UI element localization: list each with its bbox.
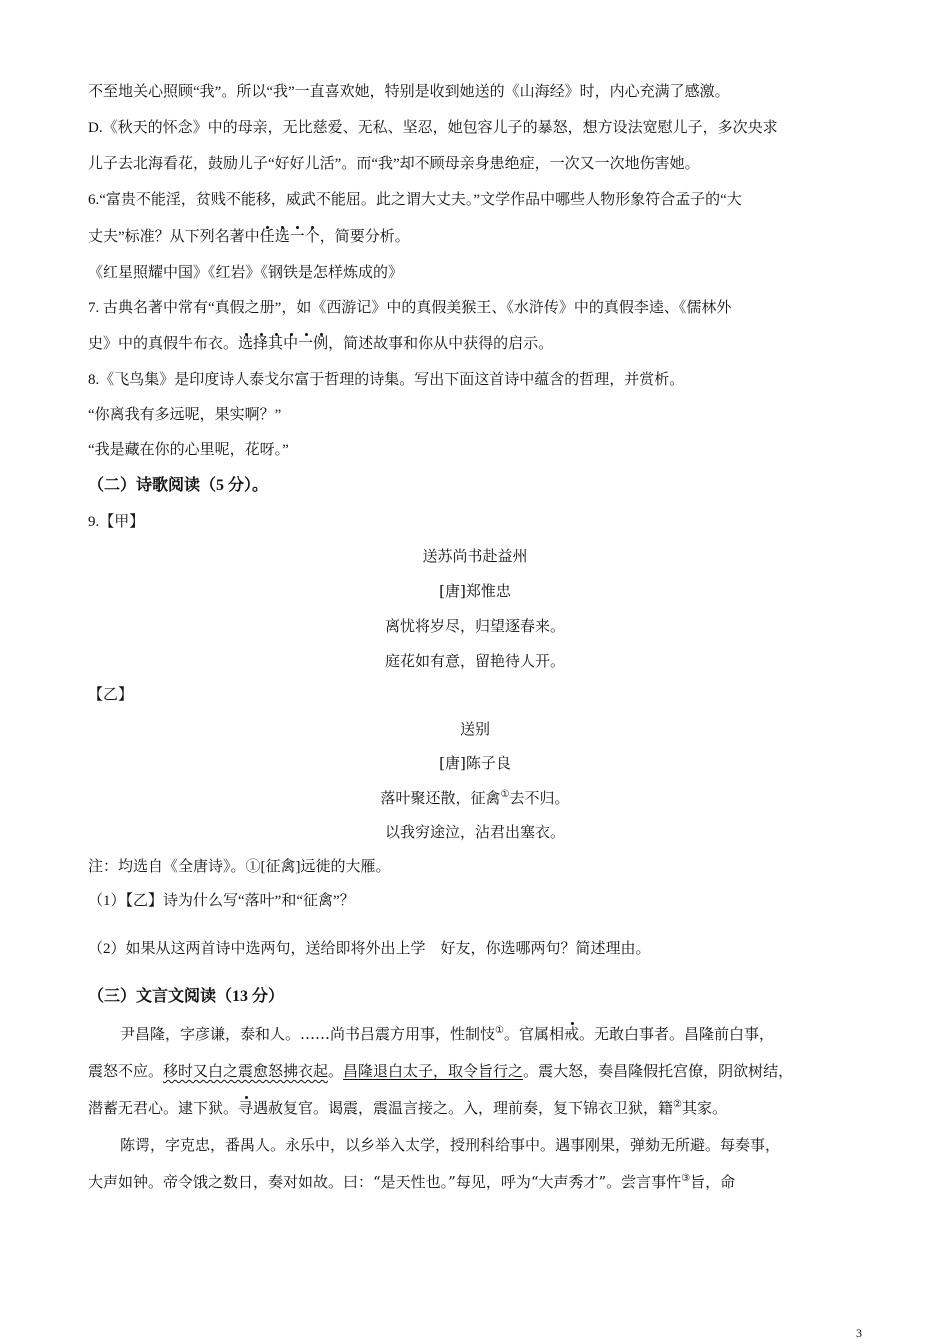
poem-title: 送苏尚书赴益州 <box>422 547 528 565</box>
footnote-marker: ① <box>495 1025 504 1036</box>
classical-text-line: 陈谔，字克忠，番禺人。永乐中，以乡举入太学，授刑科给事中。遇事刚果，弹劾无所避。每奏事， <box>120 1136 781 1154</box>
emphasis-char: 一 <box>289 229 305 245</box>
question-6-line2 <box>88 227 868 247</box>
poem-line: 离忧将岁尽，归望逐春来。 <box>384 617 565 635</box>
text-run: 大声如钟。帝令饿之数日，奏对如故。曰：“是天性也。”每见，呼为“大声秀才”。尝言事忤 <box>88 1173 682 1191</box>
text-run: 。无敢白事者。昌隆前白事， <box>579 1025 775 1043</box>
text-run: ，简述故事和你从中获得的启示。 <box>328 336 554 352</box>
emphasis-char: 中 <box>283 336 299 352</box>
text-run: 。 <box>328 1062 344 1080</box>
question-8: 8.《飞鸟集》是印度诗人泰戈尔富于哲理的诗集。写出下面这首诗中蕴含的哲理，并赏析。 <box>88 372 685 388</box>
text-run: 遇赦复官。谒震，震温言接之。入，理前奏，复下锦衣卫狱，籍 <box>253 1099 674 1117</box>
question-7-line2 <box>88 334 868 354</box>
option-d-line: D.《秋天的怀念》中的母亲，无比慈爱、无私、坚忍，她包容儿子的暴怒，想方设法宽慰儿子，多次央求 <box>88 120 778 136</box>
poem-quote-line: “你离我有多远呢，果实啊？” <box>88 407 282 423</box>
wavy-underlined-sentence: 移时又白之震愈怒拂衣起 <box>163 1062 329 1080</box>
classical-text-line <box>88 1098 868 1118</box>
poem-note: 注：均选自《全唐诗》。①[征禽]远徙的大雁。 <box>88 859 391 875</box>
poem-title: 送别 <box>459 720 490 738</box>
underlined-sentence: 昌隆退白太子，取令旨行之 <box>343 1062 524 1080</box>
section-heading-classical: （三）文言文阅读（13 分） <box>88 988 285 1005</box>
poem-line <box>0 788 950 808</box>
text-run: 潜蓄无君心。逮下狱。 <box>88 1099 239 1117</box>
poem-line: 以我穷途泣，沾君出塞衣。 <box>384 823 565 841</box>
text-run: 丈夫”标准？从下列名著中 <box>88 229 260 245</box>
question-7: 7. 古典名著中常有“真假之册”，如《西游记》中的真假美猴王、《水浒传》中的真假李逵、《儒林外 <box>88 300 732 316</box>
emphasis-char: 一 <box>298 336 314 352</box>
text-run: ，简要分析。 <box>319 229 410 245</box>
book-list: 《红星照耀中国》《红岩》《钢铁是怎样炼成的》 <box>88 265 404 281</box>
emphasis-char: 择 <box>253 336 269 352</box>
emphasis-char: 个 <box>304 229 320 245</box>
text-run: 旨，命 <box>690 1173 736 1191</box>
text-line: 儿子去北海看花，鼓励儿子“好好儿活”。而“我”却不顾母亲身患绝症，一次又一次地伤害她。 <box>88 156 700 172</box>
sub-question-1: （1）【乙】诗为什么写“落叶”和“征禽”？ <box>88 893 355 909</box>
classical-text-line <box>88 1061 868 1081</box>
text-run: 尹昌隆，字彦谦，泰和人。……尚书吕震方用事，性制忮 <box>120 1025 496 1043</box>
poem-line: 庭花如有意，留艳待人开。 <box>384 652 565 670</box>
footnote-marker: ① <box>500 789 510 800</box>
page-number: 3 <box>856 1326 862 1340</box>
sub-question-2: （2）如果从这两首诗中选两句，送给即将外出上学 好友，你选哪两句？简述理由。 <box>88 941 651 957</box>
poem-label-yi: 【乙】 <box>88 687 134 703</box>
question-9: 9.【甲】 <box>88 514 145 530</box>
poem-quote-line: “我是藏在你的心里呢，花呀。” <box>88 442 289 458</box>
classical-text-line <box>120 1024 900 1044</box>
question-6: 6.“富贵不能淫，贫贱不能移，威武不能屈。此之谓大丈夫。”文学作品中哪些人物形象符合孟子的“大 <box>88 192 742 208</box>
emphasis-char: 任 <box>259 229 275 245</box>
text-run: 震怒不应。 <box>88 1062 164 1080</box>
emphasis-char: 选 <box>274 229 290 245</box>
text-run: 。震大怒，奏昌隆假托宫僚，阴欲树结， <box>523 1062 794 1080</box>
classical-text-line <box>88 1172 868 1192</box>
text-run: 。官属相 <box>503 1025 564 1043</box>
text-line: 不至地关心照顾“我”。所以“我”一直喜欢她，特别是收到她送的《山海经》时，内心充满了感激。 <box>88 84 730 100</box>
poem-author: [唐]郑惟忠 <box>439 582 511 600</box>
poem-author: [唐]陈子良 <box>439 754 511 772</box>
section-heading-poetry: （二）诗歌阅读（5 分）。 <box>88 477 269 494</box>
text-run: 落叶聚还散，征禽 <box>380 789 501 807</box>
emphasis-char: 其 <box>268 336 284 352</box>
text-run: 去不归。 <box>509 789 570 807</box>
footnote-marker: ② <box>673 1099 683 1110</box>
emphasis-char: 戒 <box>564 1025 580 1043</box>
footnote-marker: ③ <box>681 1173 691 1184</box>
emphasis-char: 寻 <box>238 1099 254 1117</box>
text-run: 史》中的真假牛布衣。 <box>88 336 239 352</box>
emphasis-char: 选 <box>238 336 254 352</box>
text-run: 其家。 <box>682 1099 728 1117</box>
emphasis-char: 例 <box>313 336 329 352</box>
